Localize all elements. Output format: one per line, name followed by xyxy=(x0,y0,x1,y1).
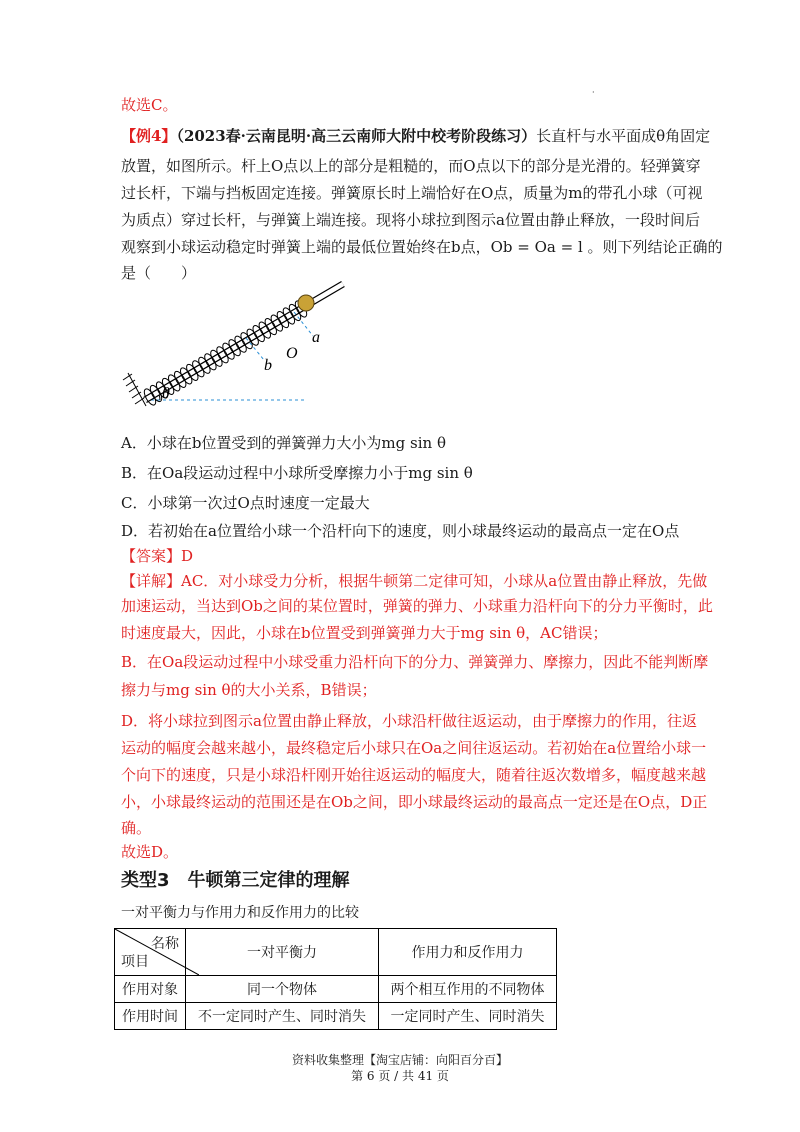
ball xyxy=(298,295,314,311)
example-tag: 【例4】 xyxy=(121,127,177,145)
table-corner-cell xyxy=(115,929,186,976)
explanation-8: 个向下的速度，只是小球沿杆刚开始往返运动的幅度大，随着往返次数增多，幅度越来越 xyxy=(121,766,707,784)
option-a: A．小球在b位置受到的弹簧弹力大小为mg sin θ xyxy=(121,434,446,452)
option-d: D．若初始在a位置给小球一个沿杆向下的速度，则小球最终运动的最高点一定在O点 xyxy=(121,522,680,540)
row-cell: 两个相互作用的不同物体 xyxy=(379,976,557,1003)
row-label: 作用对象 xyxy=(115,976,186,1003)
wall-hatch xyxy=(123,373,146,406)
example-4-line-5: 观察到小球运动稳定时弹簧上端的最低位置始终在b点，Ob = Oa = l 。则下列结论正确的 xyxy=(121,238,723,256)
label-b: b xyxy=(264,357,272,374)
explanation-7: 运动的幅度会越来越小，最终稳定后小球只在Oa之间往返运动。若初始在a位置给小球一 xyxy=(121,739,707,757)
explanation-4: B．在Oa段运动过程中小球受重力沿杆向下的分力、弹簧弹力、摩擦力，因此不能判断摩 xyxy=(121,653,709,671)
explanation-1: 【详解】AC．对小球受力分析，根据牛顿第二定律可知，小球从a位置由静止释放，先做 xyxy=(121,572,708,590)
example-4-line-2: 放置，如图所示。杆上O点以上的部分是粗糙的，而O点以下的部分是光滑的。轻弹簧穿 xyxy=(121,157,701,175)
page-dot: · xyxy=(592,88,595,97)
column-header-balance: 一对平衡力 xyxy=(186,929,379,976)
column-header-action-reaction: 作用力和反作用力 xyxy=(379,929,557,976)
conclusion: 故选D。 xyxy=(121,843,179,861)
label-O: O xyxy=(286,345,298,362)
corner-top-label: 名称 xyxy=(151,936,179,952)
corner-bottom-label: 项目 xyxy=(121,954,149,970)
footer-source: 资料收集整理【淘宝店铺：向阳百分百】 xyxy=(291,1053,508,1067)
section-title: 类型3 牛顿第三定律的理解 xyxy=(121,870,350,891)
option-c: C．小球第一次过O点时速度一定最大 xyxy=(121,494,370,512)
table-header-row xyxy=(115,929,557,976)
table-row xyxy=(115,976,557,1003)
row-cell: 不一定同时产生、同时消失 xyxy=(186,1003,379,1030)
table-caption: 一对平衡力与作用力和反作用力的比较 xyxy=(121,905,359,921)
conclusion-prev: 故选C。 xyxy=(121,96,178,114)
example-4-line-6: 是（ ） xyxy=(121,264,197,282)
label-a: a xyxy=(312,329,320,346)
row-cell: 同一个物体 xyxy=(186,976,379,1003)
footer-page-number: 第 6 页 / 共 41 页 xyxy=(351,1069,449,1083)
example-4-line-3: 过长杆，下端与挡板固定连接。弹簧原长时上端恰好在O点，质量为m的带孔小球（可视 xyxy=(121,184,703,202)
spring-rod-figure xyxy=(118,278,358,418)
explanation-3: 时速度最大，因此，小球在b位置受到弹簧弹力大于mg sin θ，AC错误； xyxy=(121,624,608,642)
example-text: 长直杆与水平面成θ角固定 xyxy=(536,127,711,145)
comparison-table xyxy=(114,928,557,1030)
explanation-5: 擦力与mg sin θ的大小关系，B错误； xyxy=(121,681,377,699)
label-theta: θ xyxy=(162,385,170,402)
table-row xyxy=(115,1003,557,1030)
option-b: B．在Oa段运动过程中小球所受摩擦力小于mg sin θ xyxy=(121,464,473,482)
example-4-line-1 xyxy=(121,125,710,147)
row-cell: 一定同时产生、同时消失 xyxy=(379,1003,557,1030)
explanation-9: 小，小球最终运动的范围还是在Ob之间，即小球最终运动的最高点一定还是在O点，D正 xyxy=(121,793,708,811)
row-label: 作用时间 xyxy=(115,1003,186,1030)
example-source: （2023春·云南昆明·高三云南师大附中校考阶段练习） xyxy=(176,127,537,145)
example-4-line-4: 为质点）穿过长杆，与弹簧上端连接。现将小球拉到图示a位置由静止释放，一段时间后 xyxy=(121,211,700,229)
answer: 【答案】D xyxy=(121,547,194,565)
explanation-2: 加速运动，当达到Ob之间的某位置时，弹簧的弹力、小球重力沿杆向下的分力平衡时，此 xyxy=(121,597,713,615)
explanation-6: D．将小球拉到图示a位置由静止释放，小球沿杆做往返运动，由于摩擦力的作用，往返 xyxy=(121,712,697,730)
explanation-10: 确。 xyxy=(121,819,152,837)
